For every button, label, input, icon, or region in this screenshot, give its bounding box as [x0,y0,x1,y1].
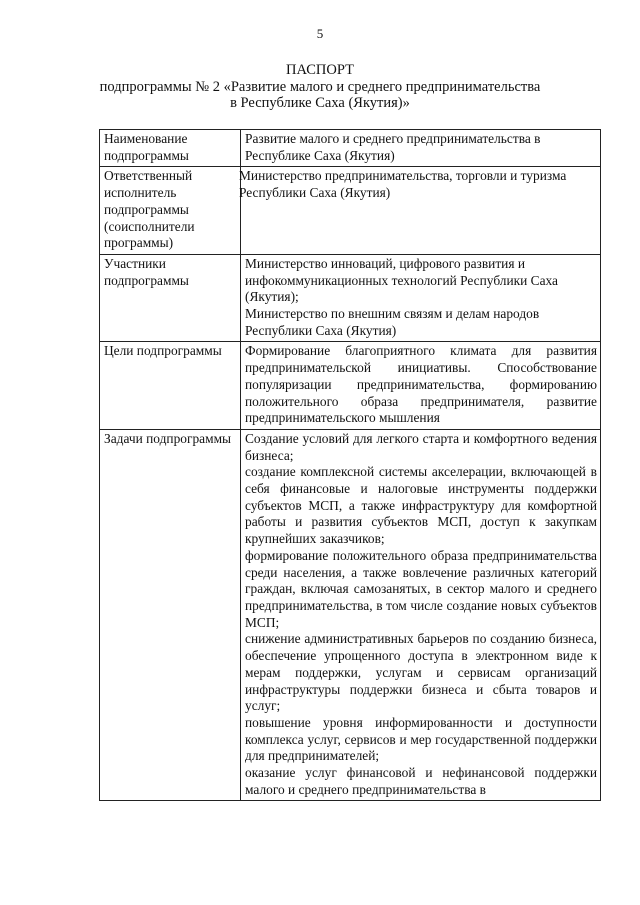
row-label-tasks: Задачи подпрограммы [100,429,241,800]
table-row-executor [100,167,601,255]
task-item: формирование положительного образа предпринимательства среди населения, а также вовлечение различных категорий граждан, включая самозанятых, в сектор малого и среднего предпринимательства, в том числе создание новых субъектов МСП; [245,547,597,630]
table-row-participants [100,254,601,342]
participant-item: Министерство инноваций, цифрового развития и инфокоммуникационных технологий Республики Саха (Якутия); [245,255,558,305]
task-item: оказание услуг финансовой и нефинансовой поддержки малого и среднего предпринимательства в [245,765,597,797]
task-item: создание комплексной системы акселерации, включающей в себя финансовые и налоговые инструменты поддержки субъектов МСП, а также инфраструктуру для комфортной работы и развития субъектов МСП, доступ к закупкам крупнейших заказчиков; [245,464,597,547]
executor-text: Министерство предпринимательства, торговли и туризма Республики Саха (Якутия) [239,168,567,201]
task-item: Создание условий для легкого старта и комфортного ведения бизнеса; [245,430,597,463]
row-label-executor: Ответственный исполнитель подпрограммы (соисполнители программы) [100,167,241,255]
row-value-tasks [241,429,601,800]
title-line-2: подпрограммы № 2 «Развитие малого и среднего предпринимательства [99,78,541,95]
table-row-goals [100,342,601,430]
title-line-3: в Республике Саха (Якутия)» [230,95,410,111]
row-value-name: Развитие малого и среднего предпринимательства в Республике Саха (Якутия) [241,130,601,167]
row-value-executor [241,167,601,255]
task-item: повышение уровня информированности и доступности комплекса услуг, сервисов и мер государственной поддержки для предпринимателей; [245,714,597,764]
document-title [60,62,580,112]
row-label-participants: Участники подпрограммы [100,254,241,342]
row-value-participants [241,254,601,342]
passport-table [99,129,601,801]
row-label-name: Наименование подпрограммы [100,130,241,167]
task-item: снижение административных барьеров по созданию бизнеса, обеспечение упрощенного доступа в электронном виде к мерам поддержки, услугам и сервисам организаций инфраструктуры поддержки бизнеса и сбыта товаров и услуг; [245,631,597,714]
row-label-goals: Цели подпрограммы [100,342,241,430]
table-row-tasks [100,429,601,800]
title-line-1: ПАСПОРТ [286,62,354,78]
table-row-name [100,130,601,167]
row-value-goals: Формирование благоприятного климата для развития предпринимательской инициативы. Способствование популяризации предпринимательства, формированию положительного образа предпринимателя, развитие предпринимательского мышления [241,342,601,430]
participant-item: Министерство по внешним связям и делам народов Республики Саха (Якутия) [245,306,540,338]
page-number: 5 [316,26,324,41]
